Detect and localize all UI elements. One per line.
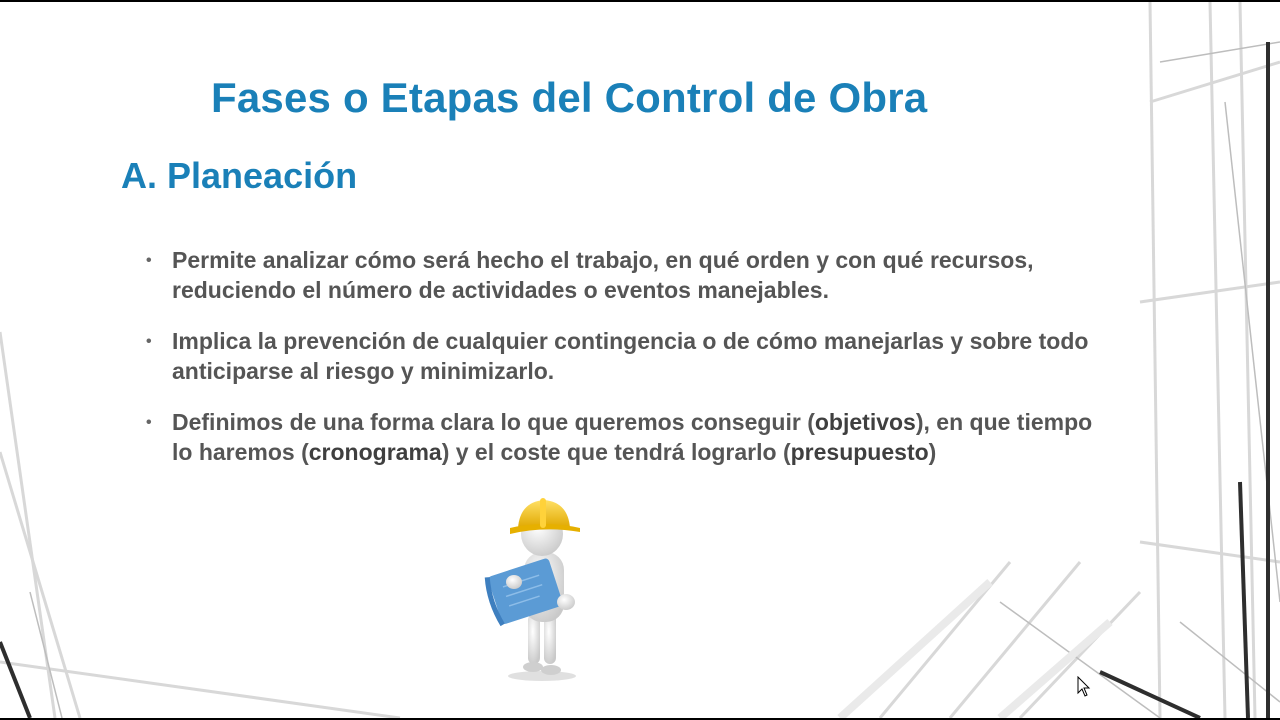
bullet-text: Implica la prevención de cualquier contingencia o de cómo manejarlas y sobre todo anticiparse al riesgo y minimizarlo. <box>172 328 1089 384</box>
bullet-icon: • <box>146 333 152 350</box>
slide <box>0 2 1280 718</box>
bullet-icon: • <box>146 252 152 269</box>
bullet-text-part: ) y el coste que tendrá lograrlo ( <box>441 438 791 465</box>
bullet-text-part: ) <box>928 438 937 465</box>
construction-worker-illustration <box>480 484 600 684</box>
bullet-item <box>146 408 1106 467</box>
keyword-objetivos: objetivos <box>814 409 916 435</box>
bullet-item <box>146 246 1106 305</box>
slide-title: Fases o Etapas del Control de Obra <box>211 74 928 121</box>
bullet-text-part: Definimos de una forma clara lo que queremos conseguir ( <box>172 409 815 435</box>
keyword-presupuesto: presupuesto <box>790 438 929 465</box>
mouse-pointer-icon <box>1077 676 1091 698</box>
bullet-text: Permite analizar cómo será hecho el trabajo, en qué orden y con qué recursos, reduciendo el número de actividades o eventos manejables. <box>172 247 1034 303</box>
bullet-icon: • <box>146 414 152 431</box>
bullet-item <box>146 327 1106 386</box>
section-subtitle: A. Planeación <box>121 155 358 196</box>
keyword-cronograma: cronograma <box>308 438 442 465</box>
bullet-text-part: ), en que tiempo lo haremos ( <box>172 409 1093 465</box>
bullet-list <box>146 246 1106 489</box>
